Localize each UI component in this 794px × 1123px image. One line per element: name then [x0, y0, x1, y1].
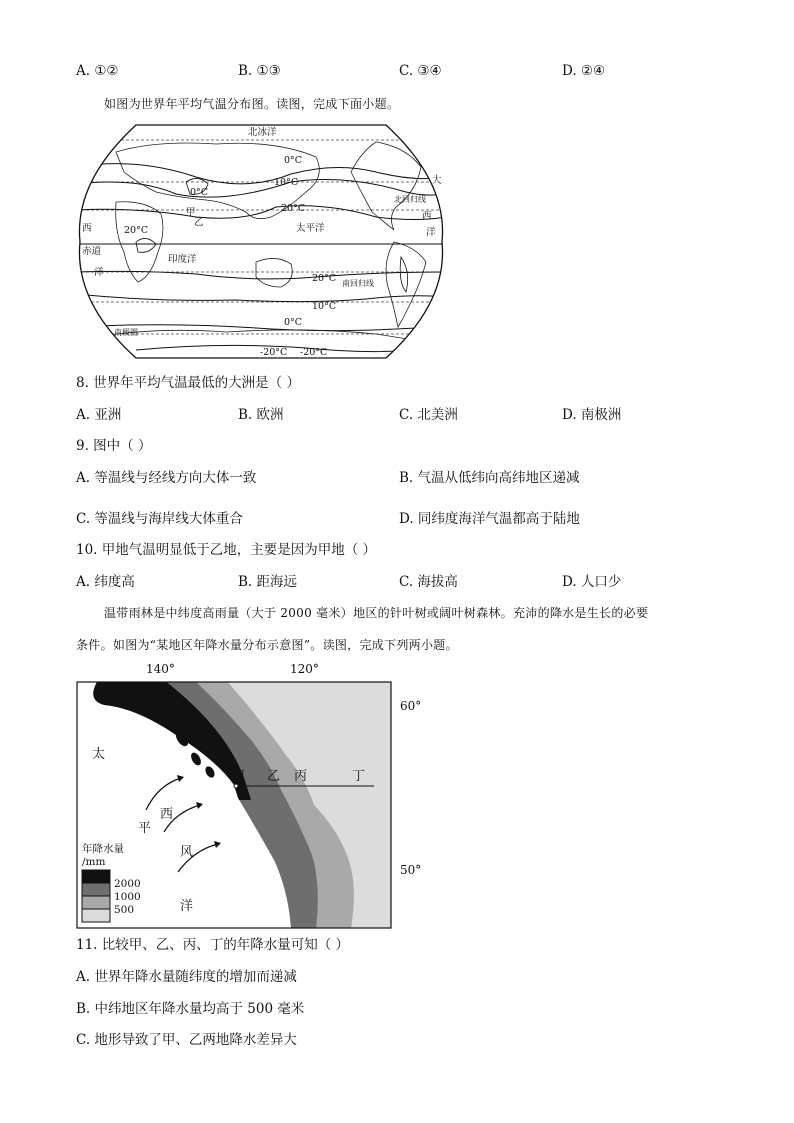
label-isotherm-minus20c-a: -20°C: [260, 347, 288, 358]
legend-value-1000: 1000: [114, 891, 141, 903]
q9-option-a[interactable]: A. 等温线与经线方向大体一致: [76, 470, 257, 486]
q8-option-a[interactable]: A. 亚洲: [76, 407, 122, 423]
label-atlantic-xi-left: 西: [82, 223, 92, 234]
q9-option-b[interactable]: B. 气温从低纬向高纬地区递减: [399, 470, 580, 486]
label-equator: 赤道: [82, 246, 102, 257]
q11-option-c[interactable]: C. 地形导致了甲、乙两地降水差异大: [76, 1032, 297, 1048]
label-tropic-of-capricorn: 南回归线: [342, 279, 374, 288]
label-isotherm-20c-north: 20°C: [281, 203, 306, 214]
ocean-char-yang: 洋: [180, 899, 194, 914]
legend-value-500: 500: [114, 904, 135, 916]
q10-option-a[interactable]: A. 纬度高: [76, 574, 135, 590]
label-isotherm-0c-south: 0°C: [284, 317, 303, 328]
q10-option-c[interactable]: C. 海拔高: [399, 574, 458, 590]
place-ding: 丁: [352, 769, 366, 784]
label-indian-ocean: 印度洋: [168, 254, 197, 265]
q10-option-d[interactable]: D. 人口少: [562, 574, 622, 590]
label-point-yi: 乙: [194, 217, 204, 228]
wind-char-xi: 西: [160, 807, 174, 822]
q11-option-a[interactable]: A. 世界年降水量随纬度的增加而递减: [76, 969, 297, 985]
label-atlantic-xi: 西: [422, 211, 432, 222]
label-isotherm-20c-south: 20°C: [312, 273, 337, 284]
q11-option-b[interactable]: B. 中纬地区年降水量均高于 500 毫米: [76, 1001, 305, 1017]
label-atlantic-yang: 洋: [426, 227, 436, 238]
legend-unit: /mm: [82, 856, 106, 868]
map2-intro-line1: 温带雨林是中纬度高雨量（大于 2000 毫米）地区的针叶树或阔叶树森林。充沛的降水是生长的必要: [104, 606, 649, 620]
world-temperature-map: [76, 122, 446, 362]
wind-char-feng: 风: [180, 845, 194, 860]
q8-option-b[interactable]: B. 欧洲: [238, 407, 284, 423]
label-isotherm-10c-north: 10°C: [274, 177, 299, 188]
label-isotherm-0c-north: 0°C: [284, 155, 303, 166]
place-yi: 乙: [267, 769, 281, 784]
label-isotherm-minus20c-b: -20°C: [300, 347, 328, 358]
place-jia: 甲: [232, 769, 246, 784]
map1-intro: 如图为世界年平均气温分布图。读图，完成下面小题。: [104, 97, 400, 111]
legend-title: 年降水量: [82, 843, 124, 855]
q8-option-d[interactable]: D. 南极洲: [562, 407, 622, 423]
label-isotherm-10c-south: 10°C: [312, 301, 337, 312]
q7-option-c[interactable]: C. ③④: [399, 63, 442, 79]
q10-option-b[interactable]: B. 距海远: [238, 574, 298, 590]
q7-option-b[interactable]: B. ①③: [238, 63, 281, 79]
q8-stem: 8. 世界年平均气温最低的大洲是（ ）: [76, 375, 300, 391]
ocean-char-tai: 太: [92, 747, 106, 762]
lon-label-140: 140°: [146, 662, 175, 676]
lat-label-50: 50°: [400, 863, 422, 877]
label-isotherm-20c-west: 20°C: [124, 225, 149, 236]
label-atlantic-da: 大: [432, 175, 442, 186]
label-tropic-of-cancer: 北回归线: [394, 195, 426, 204]
q8-option-c[interactable]: C. 北美洲: [399, 407, 458, 423]
label-atlantic-yang-left: 洋: [94, 267, 104, 278]
q7-option-a[interactable]: A. ①②: [76, 63, 119, 79]
label-antarctic-circle: 南极圈: [114, 328, 138, 337]
lon-label-120: 120°: [290, 662, 319, 676]
lat-label-60: 60°: [400, 699, 422, 713]
q7-option-d[interactable]: D. ②④: [562, 63, 606, 79]
place-bing: 丙: [294, 769, 308, 784]
label-isotherm-0c-asia: 0°C: [190, 187, 209, 198]
q9-option-d[interactable]: D. 同纬度海洋气温都高于陆地: [399, 511, 580, 527]
label-point-jia: 甲: [186, 207, 196, 218]
map2-intro-line2: 条件。如图为“某地区年降水量分布示意图”。读图，完成下列两小题。: [76, 638, 458, 652]
precipitation-map: [76, 660, 426, 932]
q11-stem: 11. 比较甲、乙、丙、丁的年降水量可知（ ）: [76, 937, 350, 953]
q9-stem: 9. 图中（ ）: [76, 438, 152, 454]
ocean-char-ping: 平: [138, 821, 152, 836]
q10-stem: 10. 甲地气温明显低于乙地，主要是因为甲地（ ）: [76, 542, 377, 558]
legend-value-2000: 2000: [114, 878, 141, 890]
label-pacific-ocean: 太平洋: [296, 223, 325, 234]
world-map-graphic: [76, 122, 446, 362]
label-arctic-ocean: 北冰洋: [248, 127, 277, 138]
q9-option-c[interactable]: C. 等温线与海岸线大体重合: [76, 511, 243, 527]
